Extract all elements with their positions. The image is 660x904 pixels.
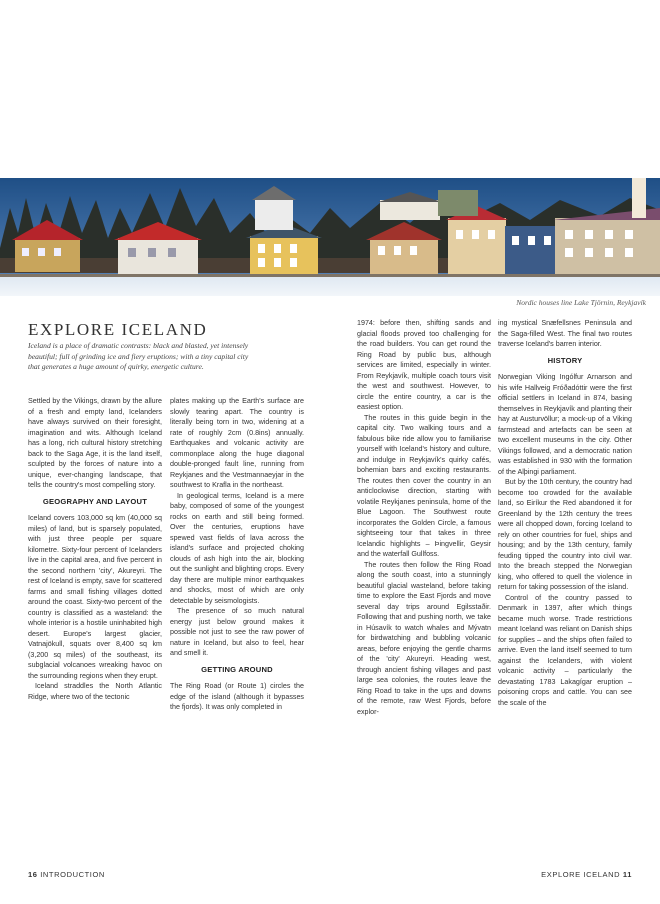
paragraph: plates making up the Earth's surface are slowly tearing apart. The country is literally being torn in two, widening at a rate of roughly 2cm (0.8ins) annually. Earthquakes and volcanic activity are commonplace along the huge diagonal double-pronged fault line, running from Reykjanes and the Vestmannaeyjar in the southwest to Krafla in the northeast. <box>170 397 304 489</box>
page-title: EXPLORE ICELAND <box>28 320 208 339</box>
paragraph: Iceland covers 103,000 sq km (40,000 sq miles) of land, but is sparsely populated, with just three people per square kilometre. Sixty-four percent of Icelanders live in the capital area, and five percent in the second northern 'city', Akureyri. The rest of Iceland is empty, save for scattered farms and small fishing villages dotted around the coast. Sixty-two percent of the country is classified as a wasteland: the whole interior is a hostile uninhabited high desert. Europe's largest glacier, Vatnajökull, squats over 8,400 sq km (3,200 sq miles) of the southeast, its subglacial volcanoes wreaking havoc on the surrounding regions when they erupt. <box>28 514 162 680</box>
paragraph: ing mystical Snæfellsnes Peninsula and the Saga-filled West. The final two routes traverse Iceland's barren interior. <box>498 319 632 348</box>
photo-caption: Nordic houses line Lake Tjörnin, Reykjavík <box>516 298 646 307</box>
heading-history: HISTORY <box>547 355 583 365</box>
text-column-3 <box>357 318 491 717</box>
paragraph: The presence of so much natural energy just below ground makes it possible not just to see the raw power of nature in Iceland, but also to feel, hear and smell it. <box>170 607 304 657</box>
lake-tjornin-photo <box>0 178 660 296</box>
paragraph: The routes in this guide begin in the capital city. Two walking tours and a fabulous bike ride allow you to familiarise yourself with Iceland's history and culture, and indulge in Reykjavík's quirky cafés, bohemian bars and exciting restaurants. The routes then cover the country in an anticlockwise direction, starting with volatile Reykjanes peninsula, home of the Blue Lagoon. The Southwest route incorporates the Golden Circle, a famous sightseeing tour that takes in three Icelandic highlights – Þingvellir, Geysir and the waterfall Gullfoss. <box>357 413 491 558</box>
houses-illustration <box>0 178 660 296</box>
text-column-2 <box>170 396 304 713</box>
footer-right <box>541 870 632 879</box>
footer-left <box>28 870 105 879</box>
intro-standfirst: Iceland is a place of dramatic contrasts: black and blasted, yet intensely beautiful; full of grinding ice and fiery eruptions; with a tiny capital city that generates a huge amount of quirky, energetic culture. <box>28 341 249 372</box>
paragraph: 1974: before then, shifting sands and glacial floods proved too challenging for the road builders. You can get round the Ring Road by public bus, although services are limited, especially in winter. From Reykjavík, multiple coach tours visit the west and southwest. However, to circle the entire country, a car is the easiest option. <box>357 319 491 411</box>
paragraph: The routes then follow the Ring Road along the south coast, into a stunningly beautiful glacial wasteland, before taking time to explore the East Fjords and move several day trips around Egilsstaðir. Following that and pushing north, we take in Húsavík to watch whales and Mývatn for birdwatching and bubbling volcanic areas, before enjoying the gentle charms of the 'city' Akureyri. Heading west, through ancient fishing villages and past large sea colonies, the routes leave the Ring Road to take in the ups and downs of the remote, raw West Fjords, before explor- <box>357 560 491 716</box>
text-column-4 <box>498 318 632 708</box>
text-column-1 <box>28 396 162 702</box>
heading-getting-around: GETTING AROUND <box>201 664 273 674</box>
paragraph: In geological terms, Iceland is a mere baby, composed of some of the youngest rocks on earth and still being formed. Over the centuries, eruptions have spewed vast fields of lava across the island's surface and projected choking clouds of ash high into the air, blocking out the sunlight and blighting crops. Every day there are multiple minor earthquakes and shocks, most of which are only detectable by seismologists. <box>170 491 304 605</box>
paragraph: But by the 10th century, the country had become too crowded for the available land, so Eiríkur the Red abandoned it for Greenland by the 12th century the trees were all chopped down, forcing Iceland to rely on other countries for fuel, ships and housing; and by the 13th century, family feuding tipped the country into civil war. Into the breach stepped the Norwegian king, who offered to quell the violence in return for taking possession of the island. <box>498 478 632 591</box>
paragraph: Norwegian Viking Ingólfur Arnarson and his wife Hallveig Fróðadóttir were the first official settlers in Iceland in 874, basing themselves in Reykjavík and planting their hay at Austurvöllur; a mock-up of a Viking farmstead and artefacts can be seen at two excellent museums in the city. Other Vikings followed, and a democratic nation was established in 930 with the formation of the Alþingi parliament. <box>498 373 632 476</box>
section-label-right: EXPLORE ICELAND <box>541 870 621 879</box>
paragraph: Control of the country passed to Denmark in 1397, after which things became much worse. Trade restrictions meant Iceland was reliant on Danish ships for supplies – and the ships often failed to arrive. Even the land itself seemed to turn against the Icelanders, with violent volcanic activity – particularly the devastating 1783 Lakagígar eruption – poisoning crops and cattle. You can see the scale of the <box>498 593 632 707</box>
paragraph: The Ring Road (or Route 1) circles the edge of the island (although it bypasses the fjords). It was only completed in <box>170 682 304 711</box>
page-number-left: 16 <box>28 870 38 879</box>
paragraph: Settled by the Vikings, drawn by the allure of a fresh and empty land, Icelanders have always survived on their foresight, imagination and wits. Although Iceland has a long, rich cultural history stretching back to the Saga Age, it is the land itself, sculpted by the forces of nature into a unique, ever-changing landscape, that tells the country's most compelling story. <box>28 397 162 489</box>
heading-geography: GEOGRAPHY AND LAYOUT <box>42 496 148 506</box>
paragraph: Iceland straddles the North Atlantic Ridge, where two of the tectonic <box>28 682 162 701</box>
page-number-right: 11 <box>622 870 632 879</box>
section-label-left: INTRODUCTION <box>40 870 105 879</box>
